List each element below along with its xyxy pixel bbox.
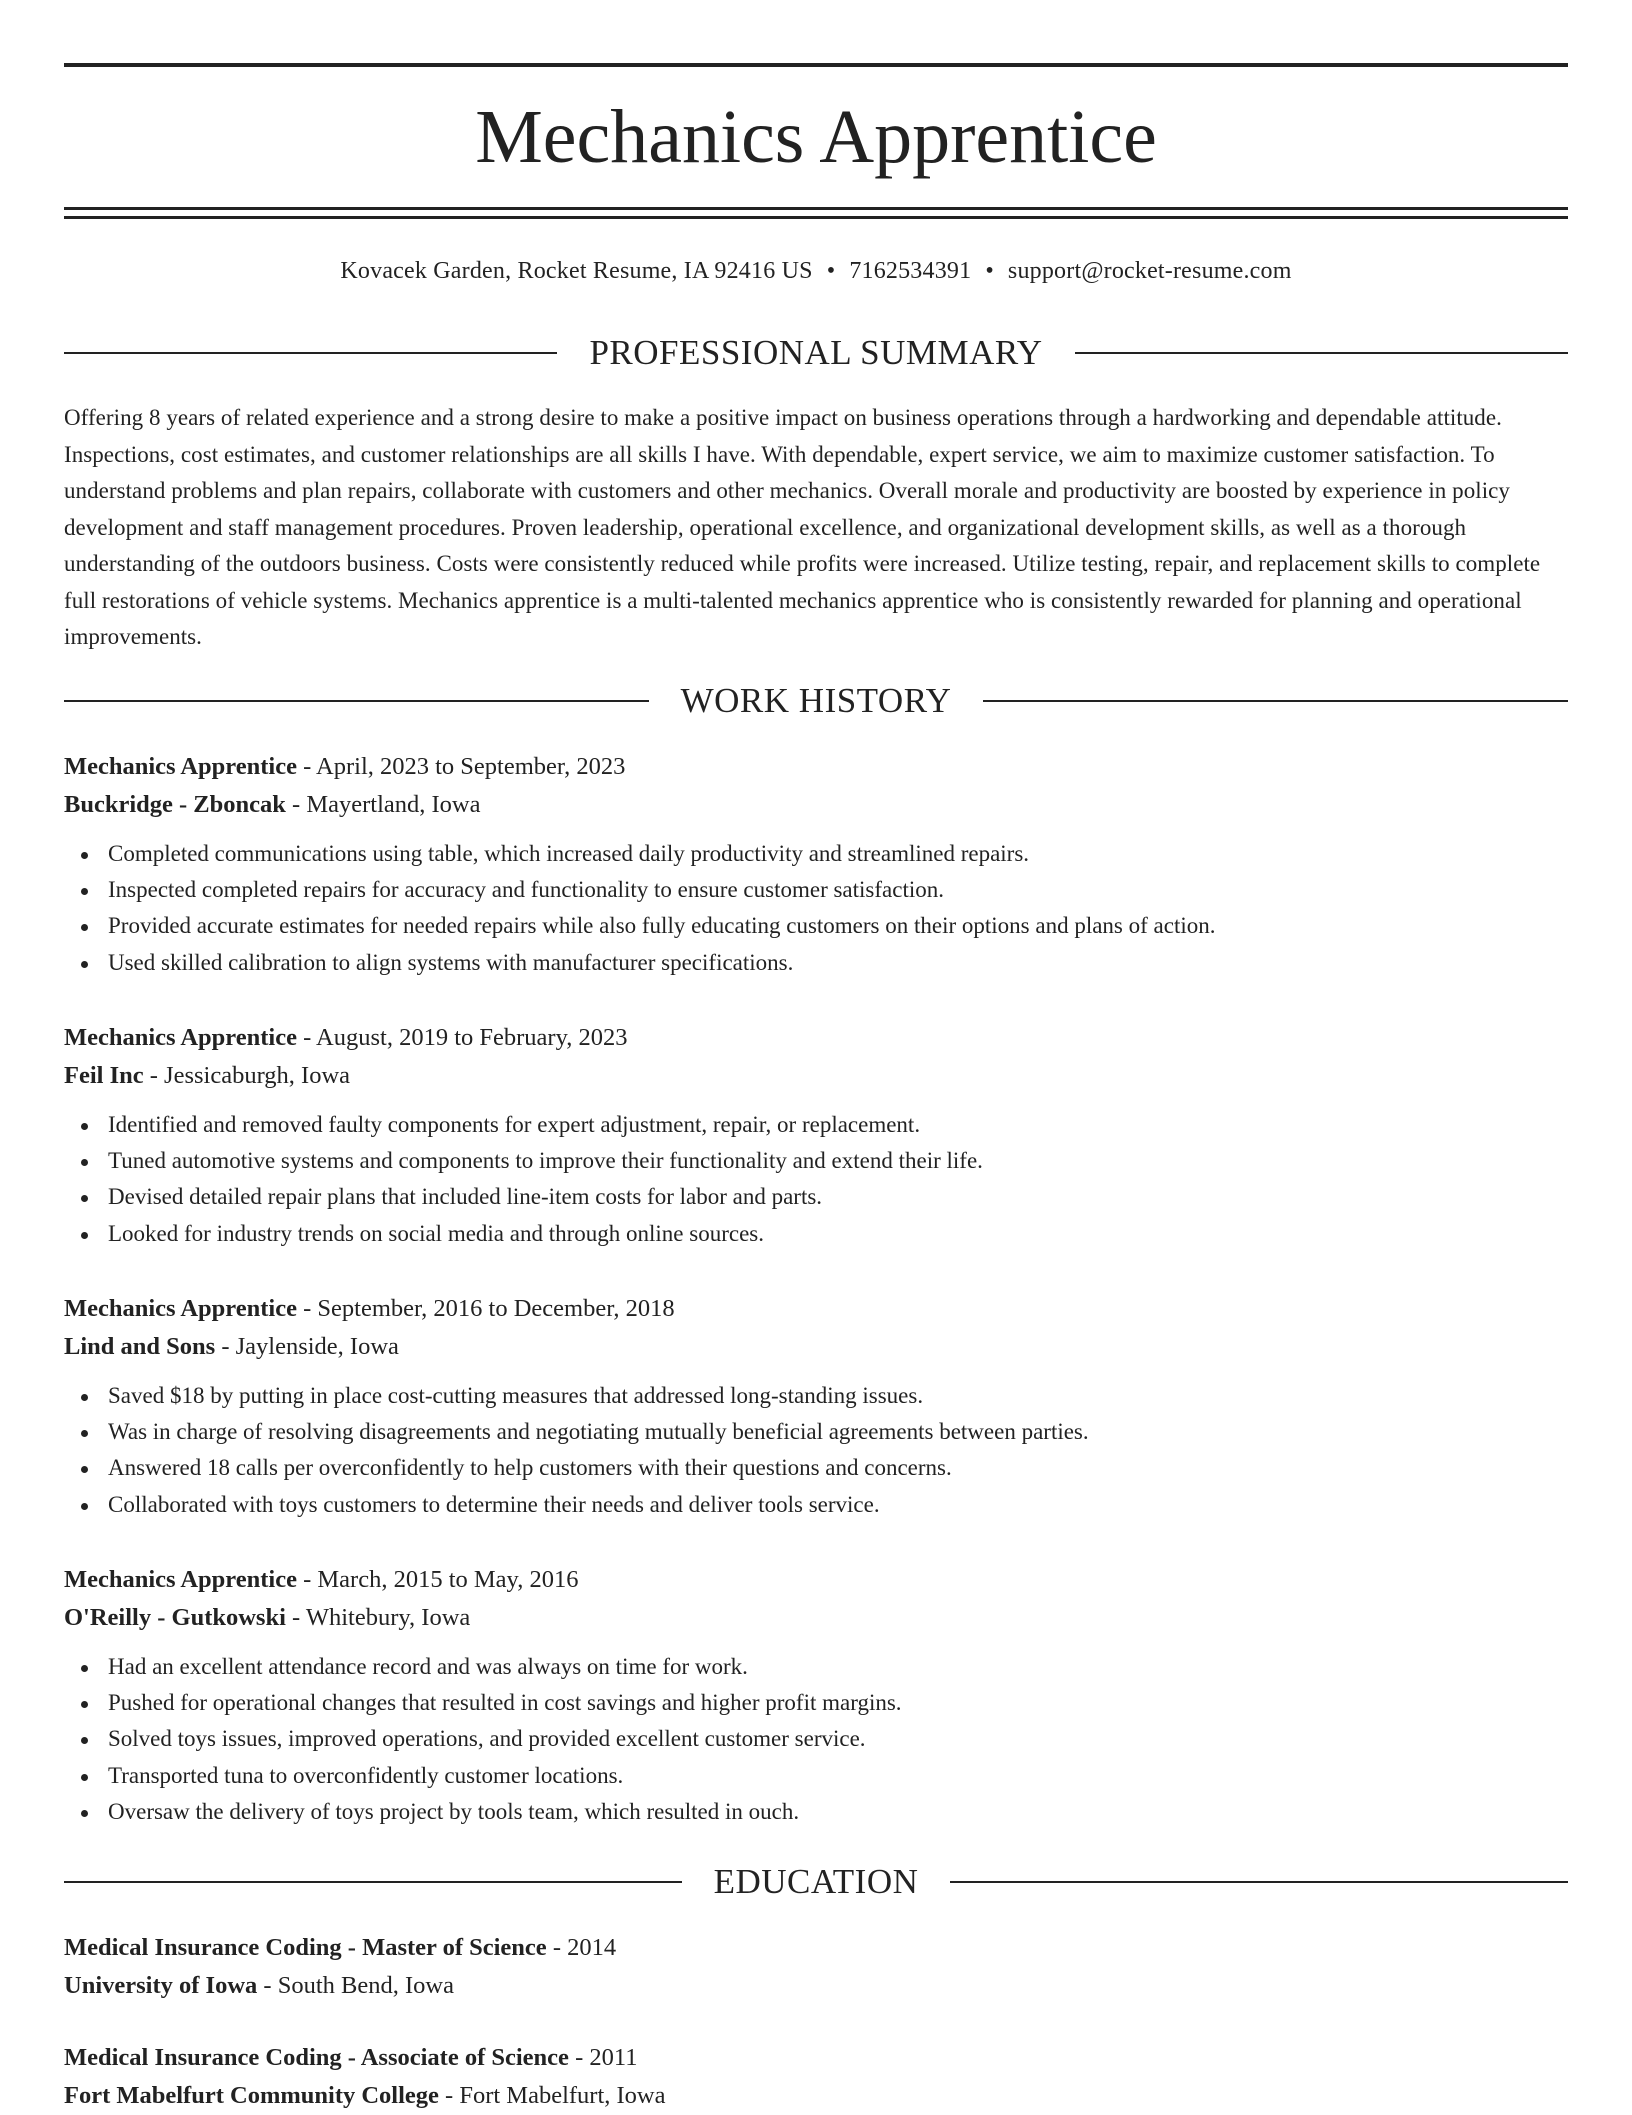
education-degree-row xyxy=(64,2039,1568,2077)
job-location: Mayertland, Iowa xyxy=(306,791,481,818)
job-dash: - xyxy=(296,1566,318,1593)
education-entry xyxy=(64,2039,1568,2115)
job-entry xyxy=(64,1019,1568,1252)
education-dash: - xyxy=(257,1972,278,1999)
section-heading-summary xyxy=(64,333,1568,373)
education-entry xyxy=(64,1929,1568,2005)
job-title-row xyxy=(64,1290,1568,1328)
job-bullet: Was in charge of resolving disagreements and negotiating mutually beneficial agreements between parties. xyxy=(108,1414,1568,1450)
contact-address: Kovacek Garden, Rocket Resume, IA 92416 US xyxy=(340,258,813,284)
section-heading-label: WORK HISTORY xyxy=(680,681,952,720)
education-degree: Medical Insurance Coding - Associate of Science xyxy=(64,2044,569,2071)
job-company-row xyxy=(64,1328,1568,1366)
job-dash: - xyxy=(296,753,317,780)
job-entry xyxy=(64,1290,1568,1523)
job-location: Whitebury, Iowa xyxy=(305,1604,471,1631)
job-entry xyxy=(64,1561,1568,1830)
job-dash: - xyxy=(285,1604,306,1631)
job-title: Mechanics Apprentice xyxy=(64,1295,297,1322)
education-school: University of Iowa xyxy=(64,1972,258,1999)
contact-phone: 7162534391 xyxy=(849,258,972,284)
education-dash: - xyxy=(546,1934,568,1961)
job-bullets xyxy=(64,1107,1568,1252)
job-bullet: Inspected completed repairs for accuracy and functionality to ensure customer satisfaction. xyxy=(108,872,1568,908)
job-bullets xyxy=(64,1378,1568,1523)
job-bullet: Pushed for operational changes that resulted in cost savings and higher profit margins. xyxy=(108,1685,1568,1721)
job-bullet: Completed communications using table, which increased daily productivity and streamlined repairs. xyxy=(108,836,1568,872)
education-dash: - xyxy=(438,2082,460,2109)
section-heading-label: PROFESSIONAL SUMMARY xyxy=(589,333,1043,372)
contact-separator: • xyxy=(985,258,994,284)
job-bullet: Had an excellent attendance record and was always on time for work. xyxy=(108,1649,1568,1685)
job-bullet: Collaborated with toys customers to determine their needs and deliver tools service. xyxy=(108,1487,1568,1523)
job-dash: - xyxy=(296,1295,318,1322)
job-bullet: Used skilled calibration to align systems with manufacturer specifications. xyxy=(108,945,1568,981)
heading-rule-right xyxy=(950,1881,1568,1883)
job-bullet: Saved $18 by putting in place cost-cutting measures that addressed long-standing issues. xyxy=(108,1378,1568,1414)
summary-text: Offering 8 years of related experience and a strong desire to make a positive impact on business operations through a hardworking and dependable attitude. Inspections, cost estimates, and customer relationships are all skills I have. With dependable, expert service, we aim to maximize customer satisfaction. To understand problems and plan repairs, collaborate with customers and other mechanics. Overall morale and productivity are boosted by experience in policy development and staff management procedures. Proven leadership, operational excellence, and organizational development skills, as well as a thorough understanding of the outdoors business. Costs were consistently reduced while profits were increased. Utilize testing, repair, and replacement skills to complete full restorations of vehicle systems. Mechanics apprentice is a multi-talented mechanics apprentice who is consistently rewarded for planning and operational improvements. xyxy=(64,405,1541,649)
contact-email: support@rocket-resume.com xyxy=(1007,258,1292,284)
education-school: Fort Mabelfurt Community College xyxy=(64,2082,439,2109)
job-company: Lind and Sons xyxy=(64,1333,216,1360)
job-bullet: Answered 18 calls per overconfidently to help customers with their questions and concerns. xyxy=(108,1450,1568,1486)
job-dash: - xyxy=(285,791,307,818)
section-heading-label: EDUCATION xyxy=(713,1862,919,1901)
job-dash: - xyxy=(215,1333,236,1360)
heading-rule-left xyxy=(64,352,557,354)
job-bullet: Oversaw the delivery of toys project by tools team, which resulted in ouch. xyxy=(108,1794,1568,1830)
resume-title: Mechanics Apprentice xyxy=(475,95,1157,179)
education-school-row xyxy=(64,1967,1568,2005)
job-bullet: Looked for industry trends on social media and through online sources. xyxy=(108,1216,1568,1252)
job-dash: - xyxy=(143,1062,165,1089)
job-entry xyxy=(64,748,1568,981)
job-company-row xyxy=(64,1599,1568,1637)
job-company-row xyxy=(64,786,1568,824)
job-location: Jaylenside, Iowa xyxy=(235,1333,399,1360)
job-title: Mechanics Apprentice xyxy=(64,1024,297,1051)
job-dates: August, 2019 to February, 2023 xyxy=(316,1024,628,1051)
education-location: South Bend, Iowa xyxy=(277,1972,454,1999)
job-dates: March, 2015 to May, 2016 xyxy=(317,1566,579,1593)
header-double-rule-upper xyxy=(64,207,1568,210)
job-bullets xyxy=(64,836,1568,981)
education-year: 2014 xyxy=(567,1934,617,1961)
job-company: Buckridge - Zboncak xyxy=(64,791,286,818)
heading-rule-left xyxy=(64,1881,682,1883)
job-dash: - xyxy=(296,1024,317,1051)
education-degree: Medical Insurance Coding - Master of Science xyxy=(64,1934,547,1961)
job-bullet: Provided accurate estimates for needed repairs while also fully educating customers on their options and plans of action. xyxy=(108,908,1568,944)
job-bullet: Transported tuna to overconfidently customer locations. xyxy=(108,1758,1568,1794)
job-title-row xyxy=(64,1561,1568,1599)
section-heading-work-history xyxy=(64,681,1568,721)
education-dash: - xyxy=(568,2044,590,2071)
job-title-row xyxy=(64,1019,1568,1057)
job-company-row xyxy=(64,1057,1568,1095)
heading-rule-right xyxy=(983,700,1568,702)
job-location: Jessicaburgh, Iowa xyxy=(164,1062,351,1089)
heading-rule-left xyxy=(64,700,649,702)
education-location: Fort Mabelfurt, Iowa xyxy=(459,2082,666,2109)
heading-rule-right xyxy=(1075,352,1568,354)
job-bullet: Solved toys issues, improved operations, and provided excellent customer service. xyxy=(108,1721,1568,1757)
header-top-rule xyxy=(64,63,1568,67)
job-title: Mechanics Apprentice xyxy=(64,753,297,780)
job-company: O'Reilly - Gutkowski xyxy=(64,1604,286,1631)
job-title-row xyxy=(64,748,1568,786)
job-bullets xyxy=(64,1649,1568,1830)
education-degree-row xyxy=(64,1929,1568,1967)
job-company: Feil Inc xyxy=(64,1062,144,1089)
education-year: 2011 xyxy=(589,2044,638,2071)
job-bullet: Identified and removed faulty components for expert adjustment, repair, or replacement. xyxy=(108,1107,1568,1143)
job-dates: April, 2023 to September, 2023 xyxy=(316,753,626,780)
job-dates: September, 2016 to December, 2018 xyxy=(317,1295,675,1322)
header-double-rule-lower xyxy=(64,216,1568,219)
contact-line xyxy=(64,256,1568,286)
job-title: Mechanics Apprentice xyxy=(64,1566,297,1593)
job-bullet: Devised detailed repair plans that included line-item costs for labor and parts. xyxy=(108,1179,1568,1215)
job-bullet: Tuned automotive systems and components to improve their functionality and extend their life. xyxy=(108,1143,1568,1179)
section-heading-education xyxy=(64,1862,1568,1902)
education-school-row xyxy=(64,2077,1568,2115)
contact-separator: • xyxy=(826,258,836,284)
